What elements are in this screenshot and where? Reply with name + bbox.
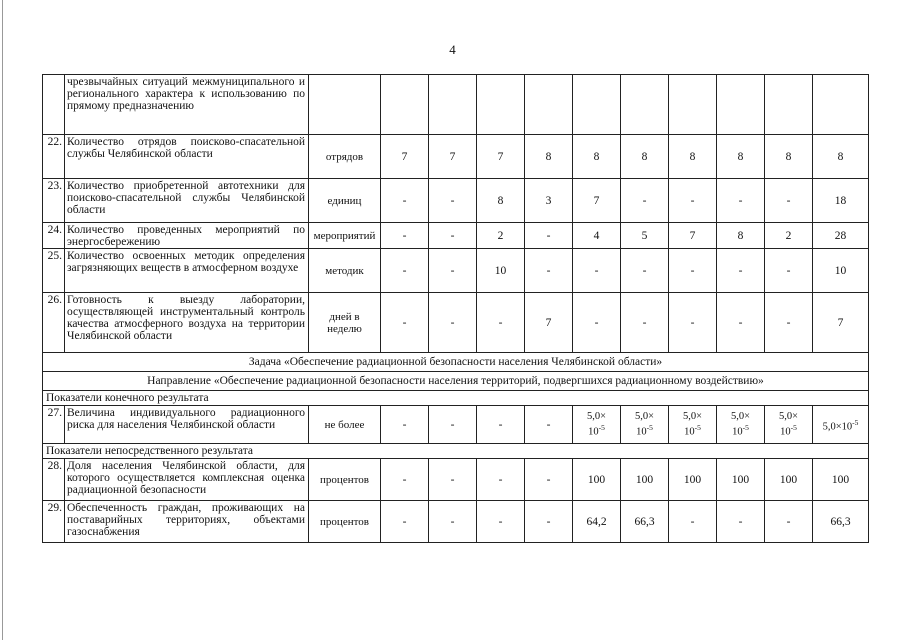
- table-row: [43, 75, 869, 135]
- row-number: 24.: [43, 223, 65, 249]
- indicator-description: чрезвычайных ситуаций межмуниципального и регионального характера к использованию по прямому предназначению: [65, 75, 309, 135]
- value-cell: -: [525, 223, 573, 249]
- value-cell: -: [621, 249, 669, 293]
- value-cell: 8: [477, 179, 525, 223]
- value-cell: -: [477, 459, 525, 501]
- value-cell: -: [429, 179, 477, 223]
- value-cell: 3: [525, 179, 573, 223]
- row-number: 23.: [43, 179, 65, 223]
- section-direct-row: [43, 444, 869, 459]
- value-cell: -: [717, 249, 765, 293]
- value-cell: [525, 75, 573, 135]
- table-row: [43, 406, 869, 444]
- value-cell: -: [381, 249, 429, 293]
- value-cell: -: [621, 293, 669, 353]
- value-cell: -: [381, 179, 429, 223]
- value-cell: 66,3: [813, 501, 869, 543]
- row-number: 26.: [43, 293, 65, 353]
- value-cell: 100: [669, 459, 717, 501]
- value-cell: 100: [813, 459, 869, 501]
- value-cell: 100: [621, 459, 669, 501]
- table-row: [43, 501, 869, 543]
- value-cell: -: [669, 249, 717, 293]
- indicator-description: Доля населения Челябинской области, для которого осуществляется комплексная оценка радиационной безопасности: [65, 459, 309, 501]
- indicator-description: Величина индивидуального радиационного риска для населения Челябинской области: [65, 406, 309, 444]
- value-cell: 8: [717, 135, 765, 179]
- value-cell: -: [381, 293, 429, 353]
- indicator-description: Количество приобретенной автотехники для поисково-спасательной службы Челябинской области: [65, 179, 309, 223]
- value-cell: [765, 75, 813, 135]
- value-cell: 28: [813, 223, 869, 249]
- row-number: 29.: [43, 501, 65, 543]
- unit-cell: [309, 75, 381, 135]
- value-cell: -: [381, 501, 429, 543]
- value-cell: -: [621, 179, 669, 223]
- risk-value-cell: 5,0× $10^{-5}$: [573, 406, 621, 444]
- indicators-table: [42, 74, 869, 543]
- value-cell: 8: [669, 135, 717, 179]
- value-cell: [621, 75, 669, 135]
- value-cell: -: [717, 179, 765, 223]
- row-number: [43, 75, 65, 135]
- value-cell: -: [477, 406, 525, 444]
- value-cell: 7: [573, 179, 621, 223]
- value-cell: [669, 75, 717, 135]
- value-cell: -: [669, 179, 717, 223]
- value-cell: 2: [765, 223, 813, 249]
- indicator-description: Обеспеченность граждан, проживающих на поставарийных территориях, объектами газоснабжения: [65, 501, 309, 543]
- value-cell: 8: [765, 135, 813, 179]
- value-cell: 8: [573, 135, 621, 179]
- value-cell: -: [765, 293, 813, 353]
- value-cell: -: [765, 249, 813, 293]
- unit-cell: мероприятий: [309, 223, 381, 249]
- value-cell: -: [717, 293, 765, 353]
- value-cell: 100: [765, 459, 813, 501]
- section-final-row: [43, 391, 869, 406]
- value-cell: [429, 75, 477, 135]
- value-cell: 7: [477, 135, 525, 179]
- value-cell: 10: [813, 249, 869, 293]
- value-cell: 64,2: [573, 501, 621, 543]
- value-cell: 8: [621, 135, 669, 179]
- value-cell: -: [429, 406, 477, 444]
- risk-total-cell: $5,0\times 10^{-5}$: [813, 406, 869, 444]
- value-cell: 8: [717, 223, 765, 249]
- value-cell: [717, 75, 765, 135]
- value-cell: -: [573, 249, 621, 293]
- value-cell: 5: [621, 223, 669, 249]
- indicator-description: Количество освоенных методик определения загрязняющих веществ в атмосферном воздухе: [65, 249, 309, 293]
- page-margin-line: [2, 0, 3, 640]
- value-cell: 100: [573, 459, 621, 501]
- direction-row: [43, 372, 869, 391]
- value-cell: -: [573, 293, 621, 353]
- risk-value-cell: 5,0× $10^{-5}$: [765, 406, 813, 444]
- value-cell: -: [765, 179, 813, 223]
- value-cell: -: [525, 406, 573, 444]
- value-cell: 2: [477, 223, 525, 249]
- value-cell: 7: [669, 223, 717, 249]
- unit-cell: не более: [309, 406, 381, 444]
- value-cell: -: [381, 459, 429, 501]
- value-cell: -: [717, 501, 765, 543]
- value-cell: [813, 75, 869, 135]
- indicator-description: Количество проведенных мероприятий по энергосбережению: [65, 223, 309, 249]
- value-cell: -: [525, 249, 573, 293]
- unit-cell: методик: [309, 249, 381, 293]
- risk-value-cell: 5,0× $10^{-5}$: [621, 406, 669, 444]
- page-number: 4: [449, 42, 456, 57]
- value-cell: 66,3: [621, 501, 669, 543]
- value-cell: -: [525, 501, 573, 543]
- value-cell: 10: [477, 249, 525, 293]
- value-cell: -: [477, 501, 525, 543]
- value-cell: -: [429, 223, 477, 249]
- value-cell: 7: [381, 135, 429, 179]
- value-cell: -: [429, 249, 477, 293]
- value-cell: [381, 75, 429, 135]
- value-cell: -: [669, 293, 717, 353]
- value-cell: -: [525, 459, 573, 501]
- row-number: 28.: [43, 459, 65, 501]
- value-cell: -: [429, 501, 477, 543]
- direction-title: Направление «Обеспечение радиационной безопасности населения территорий, подвергшихся радиационному воздействию»: [43, 372, 869, 391]
- section-direct-title: Показатели непосредственного результата: [43, 444, 869, 459]
- value-cell: -: [381, 406, 429, 444]
- value-cell: 4: [573, 223, 621, 249]
- value-cell: [477, 75, 525, 135]
- task-title: Задача «Обеспечение радиационной безопасности населения Челябинской области»: [43, 353, 869, 372]
- unit-cell: дней в неделю: [309, 293, 381, 353]
- value-cell: 8: [525, 135, 573, 179]
- table-row: [43, 293, 869, 353]
- table-row: [43, 135, 869, 179]
- value-cell: -: [477, 293, 525, 353]
- value-cell: -: [765, 501, 813, 543]
- risk-value-cell: 5,0× $10^{-5}$: [717, 406, 765, 444]
- value-cell: 7: [525, 293, 573, 353]
- indicator-description: Готовность к выезду лаборатории, осуществляющей инструментальный контроль качества атмосферного воздуха на территории Челябинской области: [65, 293, 309, 353]
- value-cell: 7: [813, 293, 869, 353]
- value-cell: -: [429, 293, 477, 353]
- value-cell: 100: [717, 459, 765, 501]
- indicator-description: Количество отрядов поисково-спасательной службы Челябинской области: [65, 135, 309, 179]
- section-final-title: Показатели конечного результата: [43, 391, 869, 406]
- table-row: [43, 249, 869, 293]
- risk-value-cell: 5,0× $10^{-5}$: [669, 406, 717, 444]
- table-row: [43, 459, 869, 501]
- unit-cell: отрядов: [309, 135, 381, 179]
- value-cell: 8: [813, 135, 869, 179]
- table-row: [43, 223, 869, 249]
- unit-cell: процентов: [309, 501, 381, 543]
- value-cell: -: [381, 223, 429, 249]
- value-cell: [573, 75, 621, 135]
- row-number: 22.: [43, 135, 65, 179]
- unit-cell: единиц: [309, 179, 381, 223]
- task-row: [43, 353, 869, 372]
- row-number: 25.: [43, 249, 65, 293]
- unit-cell: процентов: [309, 459, 381, 501]
- table-row: [43, 179, 869, 223]
- value-cell: 18: [813, 179, 869, 223]
- value-cell: -: [429, 459, 477, 501]
- row-number: 27.: [43, 406, 65, 444]
- value-cell: -: [669, 501, 717, 543]
- value-cell: 7: [429, 135, 477, 179]
